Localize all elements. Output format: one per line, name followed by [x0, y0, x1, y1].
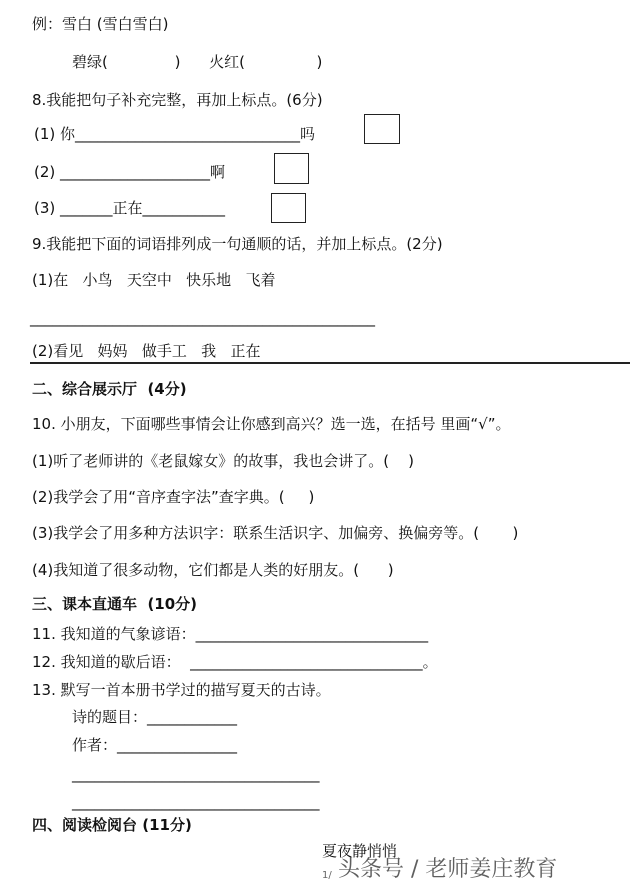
section-2-heading: 二、综合展示厅 (4分)	[32, 380, 187, 398]
q8-punctuation-box-1[interactable]	[364, 114, 400, 144]
q8-item-3: (3) _______正在___________	[34, 199, 226, 217]
q11-line: 11. 我知道的气象谚语：_______________________________	[32, 625, 429, 643]
section-4-heading: 四、阅读检阅台 (11分)	[32, 816, 192, 834]
q13-line: 13. 默写一首本册书学过的描写夏天的古诗。	[32, 681, 331, 699]
q13-poem-title-line: 诗的题目：____________	[72, 708, 238, 726]
q10-item-4: (4)我知道了很多动物，它们都是人类的好朋友。( )	[32, 561, 394, 579]
q13-author-line: 作者：________________	[72, 736, 238, 754]
watermark: 头条号 / 老师姜庄教育	[338, 857, 558, 882]
q9-item-2: (2)看见 妈妈 做手工 我 正在	[32, 342, 261, 360]
q10-item-3: (3)我学会了用多种方法识字：联系生活识字、加偏旁、换偏旁等。( )	[32, 524, 519, 542]
q9-answer-line: ______________________________________________	[30, 309, 375, 327]
section-3-heading: 三、课本直通车 (10分)	[32, 595, 198, 613]
q9-item-1: (1)在 小鸟 天空中 快乐地 飞着	[32, 271, 276, 289]
q8-title: 8.我能把句子补充完整，再加上标点。(6分)	[32, 91, 323, 109]
reading-poem-title: 夏夜静悄悄	[322, 842, 398, 860]
q7-items-line: 碧绿( ) 火红( )	[72, 53, 323, 71]
page-number: 1/	[322, 870, 332, 881]
q10-item-1: (1)听了老师讲的《老鼠嫁女》的故事，我也会讲了。( )	[32, 452, 415, 470]
section-divider	[30, 362, 630, 364]
q9-title: 9.我能把下面的词语排列成一句通顺的话，并加上标点。(2分)	[32, 235, 443, 253]
q13-verse-line-1: _________________________________	[72, 765, 320, 783]
q12-line: 12. 我知道的歇后语： _______________________________。	[32, 653, 438, 671]
q8-item-1: (1) 你______________________________吗	[34, 125, 316, 143]
q13-verse-line-2: _________________________________	[72, 793, 320, 811]
q10-title: 10. 小朋友，下面哪些事情会让你感到高兴？选一选，在括号 里画“√”。	[32, 415, 511, 433]
example-line: 例：雪白 (雪白雪白)	[32, 15, 169, 33]
q10-item-2: (2)我学会了用“音序查字法”查字典。( )	[32, 488, 315, 506]
q8-punctuation-box-3[interactable]	[271, 193, 306, 223]
q8-punctuation-box-2[interactable]	[274, 153, 309, 184]
q8-item-2: (2) ____________________啊	[34, 163, 226, 181]
